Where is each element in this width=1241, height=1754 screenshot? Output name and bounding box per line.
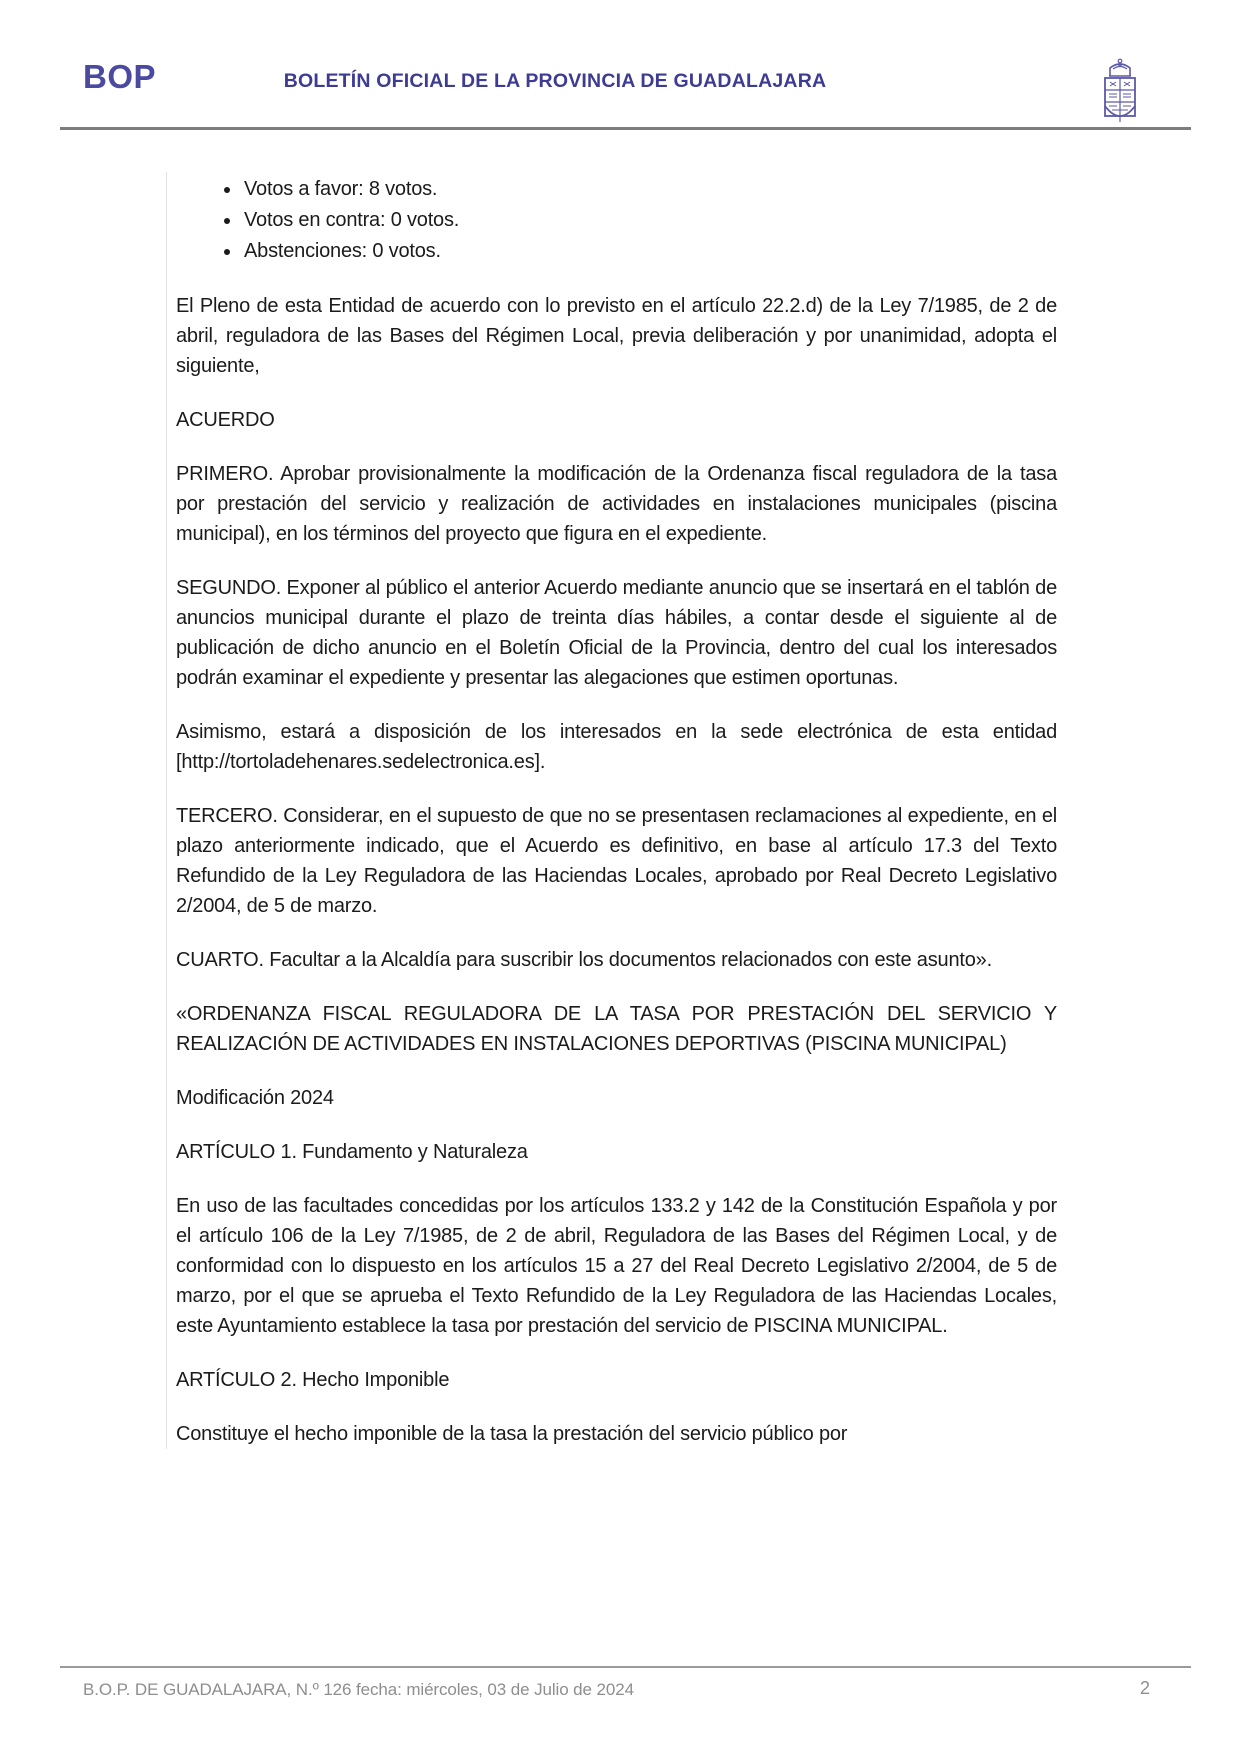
bop-logo: BOP — [83, 58, 157, 95]
paragraph-articulo-2: ARTÍCULO 2. Hecho Imponible — [176, 1369, 450, 1391]
paragraph-ordenanza-title: «ORDENANZA FISCAL REGULADORA DE LA TASA POR PRESTACIÓN DEL SERVICIO Y REALIZACIÓN DE ACTIVIDADES EN INSTALACIONES DEPORTIVAS (PISCINA MUNICIPAL) — [176, 1003, 1057, 1055]
paragraph-tercero: TERCERO. Considerar, en el supuesto de que no se presentasen reclamaciones al expediente, en el plazo anteriormente indicado, que el Acuerdo es definitivo, en base al artículo 17.3 del Texto Refundido de la Ley Reguladora de las Haciendas Locales, aprobado por Real Decreto Legislativo 2/2004, de 5 de marzo. — [176, 805, 1057, 917]
list-item: • Votos a favor: 8 votos. — [242, 174, 1057, 205]
header-divider — [60, 127, 1191, 130]
paragraph-articulo-1-body: En uso de las facultades concedidas por los artículos 133.2 y 142 de la Constitución Española y por el artículo 106 de la Ley 7/1985, de 2 de abril, Reguladora de las Bases del Régimen Local, y de conformidad con lo dispuesto en los artículos 15 a 27 del Real Decreto Legislativo 2/2004, de 5 de marzo, por el que se aprueba el Texto Refundido de la Ley Reguladora de las Haciendas Locales, este Ayuntamiento establece la tasa por prestación del servicio de PISCINA MUNICIPAL. — [176, 1195, 1057, 1337]
paragraph-articulo-2-body: Constituye el hecho imponible de la tasa la prestación del servicio público por — [176, 1423, 848, 1445]
page-title: BOLETÍN OFICIAL DE LA PROVINCIA DE GUADALAJARA — [283, 70, 827, 92]
paragraph-cuarto: CUARTO. Facultar a la Alcaldía para suscribir los documentos relacionados con este asunto». — [176, 949, 992, 971]
list-item: • Abstenciones: 0 votos. — [242, 236, 1057, 267]
paragraph-asimismo: Asimismo, estará a disposición de los interesados en la sede electrónica de esta entidad [http://tortoladehenares.sedelectronica.es]. — [176, 721, 1057, 773]
page-number: 2 — [1139, 1678, 1150, 1698]
guadalajara-crest-icon — [1096, 56, 1144, 128]
paragraph-segundo: SEGUNDO. Exponer al público el anterior Acuerdo mediante anuncio que se insertará en el tablón de anuncios municipal durante el plazo de treinta días hábiles, a contar desde el siguiente al de publicación de dicho anuncio en el Boletín Oficial de la Provincia, dentro del cual los interesados podrán examinar el expediente y presentar las alegaciones que estimen oportunas. — [176, 577, 1057, 689]
document-body — [166, 172, 1057, 1449]
footer-divider — [60, 1666, 1191, 1668]
footer-publication-info: B.O.P. DE GUADALAJARA, N.º 126 fecha: miércoles, 03 de Julio de 2024 — [83, 1680, 634, 1699]
list-item: • Votos en contra: 0 votos. — [242, 205, 1057, 236]
paragraph-articulo-1: ARTÍCULO 1. Fundamento y Naturaleza — [176, 1141, 528, 1163]
paragraph-pleno: El Pleno de esta Entidad de acuerdo con lo previsto en el artículo 22.2.d) de la Ley 7/1985, de 2 de abril, reguladora de las Bases del Régimen Local, previa deliberación y por unanimidad, adopta el siguiente, — [176, 295, 1057, 377]
paragraph-primero: PRIMERO. Aprobar provisionalmente la modificación de la Ordenanza fiscal reguladora de la tasa por prestación del servicio y realización de actividades en instalaciones municipales (piscina municipal), en los términos del proyecto que figura en el expediente. — [176, 463, 1057, 545]
vote-results-list — [176, 174, 1057, 267]
paragraph-modificacion: Modificación 2024 — [176, 1087, 334, 1109]
paragraph-acuerdo: ACUERDO — [176, 409, 275, 431]
